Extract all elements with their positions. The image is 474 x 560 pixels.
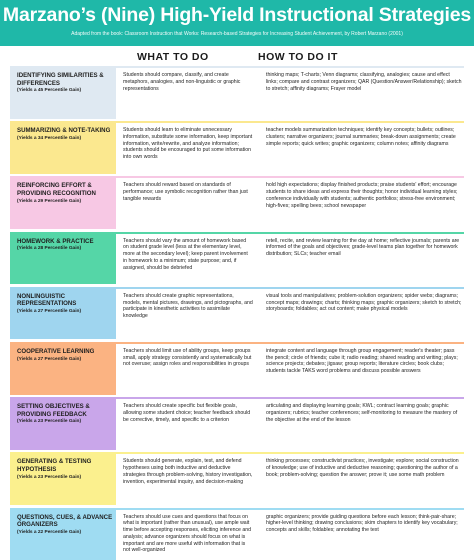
strategy-row xyxy=(10,66,464,119)
strategy-row xyxy=(10,121,464,174)
percentile-gain: (Yields a 28 Percentile Gain) xyxy=(17,246,115,252)
what-to-do-text: Teachers should create specific but flexible goals, allowing some student choice; teacher feedback should be corrective, timely, and specific to a criterion xyxy=(123,403,253,423)
how-to-do-it-text: integrate content and language through group engagement; reader's theater; pass the pencil; circle of friends; cube it; radio reading; shared reading and writing; plays; science projects; debates; jigsaw; group reports; literature circles; book clubs; students tackle TAKS word problems and discuss possible answers xyxy=(266,348,462,375)
how-to-do-it-text: thinking processes; constructivist practices;, investigate; explore; social construction of knowledge; use of inductive and deductive reasoning; questioning the author of a book; problem-solving; question the answer; prove it; use some math problem xyxy=(266,458,462,478)
how-to-do-it-text: thinking maps; T-charts; Venn diagrams; classifying, analogies; cause and effect links; compare and contrast organizers; QAR (Question/Answer/Relationship); sketch to stretch; affinity diagrams; Frayer model xyxy=(266,72,462,92)
percentile-gain: (Yields a 27 Percentile Gain) xyxy=(17,357,115,363)
strategy-row xyxy=(10,176,464,229)
how-to-do-it-text: visual tools and manipulatives; problem-solution organizers; spider webs; diagrams; concept maps; drawings; charts; thinking maps; graphic organizers; sketch to stretch; storyboards; foldables; act out content; make physical models xyxy=(266,293,462,313)
how-to-do-it-text: retell, recite, and review learning for the day at home; reflective journals; parents are informed of the goals and objectives; grade-level teams plan together for homework distribution; SLCs; teacher email xyxy=(266,238,462,258)
percentile-gain: (Yields a 23 Percentile Gain) xyxy=(17,475,115,481)
what-to-do-text: Teachers should use cues and questions that focus on what is important (rather than unusual), use ample wait time before accepting responses, eliciting inference and analysis; advance organizers should focus on what is important and are more useful with information that is not well-organized xyxy=(123,514,253,555)
strategy-name: NONLINGUISTIC REPRESENTATIONS (Yields a 27 Percentile Gain) xyxy=(17,293,115,315)
what-to-do-heading: WHAT TO DO xyxy=(137,51,209,63)
percentile-gain: (Yields a 23 Percentile Gain) xyxy=(17,419,115,425)
how-to-do-it-text: graphic organizers; provide guiding questions before each lesson; think-pair-share; higher-level thinking; drawing conclusions; skim chapters to identify key vocabulary; concepts and skills; foldables; annotating the text xyxy=(266,514,462,534)
strategy-name: COOPERATIVE LEARNING (Yields a 27 Percentile Gain) xyxy=(17,348,115,363)
percentile-gain: (Yields a 22 Percentile Gain) xyxy=(17,530,115,536)
strategy-row xyxy=(10,287,464,340)
page-header xyxy=(0,0,474,46)
page-title: Marzano’s (Nine) High-Yield Instructional Strategies xyxy=(0,0,474,27)
percentile-gain: (Yields a 34 Percentile Gain) xyxy=(17,136,115,142)
what-to-do-text: Teachers should reward based on standards of performance; use symbolic recognition rather than just tangible rewards xyxy=(123,182,253,202)
what-to-do-text: Students should compare, classify, and create metaphors, analogies, and non-linguistic or graphic representations xyxy=(123,72,253,92)
strategy-row xyxy=(10,342,464,395)
strategy-name: IDENTIFYING SIMILARITIES & DIFFERENCES (Yields a 45 Percentile Gain) xyxy=(17,72,115,94)
percentile-gain: (Yields a 29 Percentile Gain) xyxy=(17,199,115,205)
what-to-do-text: Teachers should limit use of ability groups, keep groups small, apply strategy consistently and systematically but not overuse; assign roles and responsibilities in groups xyxy=(123,348,253,368)
strategy-name: HOMEWORK & PRACTICE (Yields a 28 Percentile Gain) xyxy=(17,238,115,253)
strategy-row xyxy=(10,397,464,450)
strategy-name: SETTING OBJECTIVES & PROVIDING FEEDBACK (Yields a 23 Percentile Gain) xyxy=(17,403,115,425)
how-to-do-it-text: articulating and displaying learning goals; KWL; contract learning goals; graphic organizers; rubrics; teacher conferences; self-monitoring to measure the mastery of the objective at the end of the lesson xyxy=(266,403,462,423)
what-to-do-text: Students should generate, explain, test, and defend hypotheses using both inductive and deductive strategies through problem-solving, history investigation, invention, experimental inquiry, and decision-making xyxy=(123,458,253,485)
what-to-do-text: Students should learn to eliminate unnecessary information, substitute some information, keep important information, write/rewrite, and analyze information; students should be encouraged to put some information into own words xyxy=(123,127,253,161)
what-to-do-text: Teachers should create graphic representations, models, mental pictures, drawings, and pictographs, and participate in kinesthetic activities to assimilate knowledge xyxy=(123,293,253,320)
strategy-name: REINFORCING EFFORT & PROVIDING RECOGNITION (Yields a 29 Percentile Gain) xyxy=(17,182,115,204)
strategy-name: SUMMARIZING & NOTE-TAKING (Yields a 34 Percentile Gain) xyxy=(17,127,115,142)
strategy-row xyxy=(10,452,464,505)
percentile-gain: (Yields a 45 Percentile Gain) xyxy=(17,88,115,94)
strategy-name: GENERATING & TESTING HYPOTHESIS (Yields a 23 Percentile Gain) xyxy=(17,458,115,480)
how-to-do-it-heading: HOW TO DO IT xyxy=(258,51,338,63)
percentile-gain: (Yields a 27 Percentile Gain) xyxy=(17,309,115,315)
how-to-do-it-text: teacher models summarization techniques; identify key concepts; bullets; outlines; clusters; narrative organizers; journal summaries; break-down assignments; create simple reports; quick writes; graphic organizers; column notes; affinity diagrams xyxy=(266,127,462,147)
strategy-name: QUESTIONS, CUES, & ADVANCE ORGANIZERS (Yields a 22 Percentile Gain) xyxy=(17,514,115,536)
page-subtitle: Adapted from the book: Classroom Instruction that Works: Research-based Strategies for Increasing Student Achievement, by Robert Marzano (2001) xyxy=(0,31,474,37)
what-to-do-text: Teachers should vary the amount of homework based on student grade level (less at the elementary level, more at the secondary level); keep parent involvement in homework to a minimum; state purpose; and, if assigned, should be debriefed xyxy=(123,238,253,272)
strategy-row xyxy=(10,508,464,560)
column-headers xyxy=(0,46,474,66)
strategy-row xyxy=(10,232,464,285)
how-to-do-it-text: hold high expectations; display finished products; praise students' effort; encourage students to share ideas and express their thoughts; honor individual learning styles; conference individually with students; authentic portfolios; stress-free environment; high-fives; spelling bees; school newspaper xyxy=(266,182,462,209)
strategy-table xyxy=(0,66,474,560)
